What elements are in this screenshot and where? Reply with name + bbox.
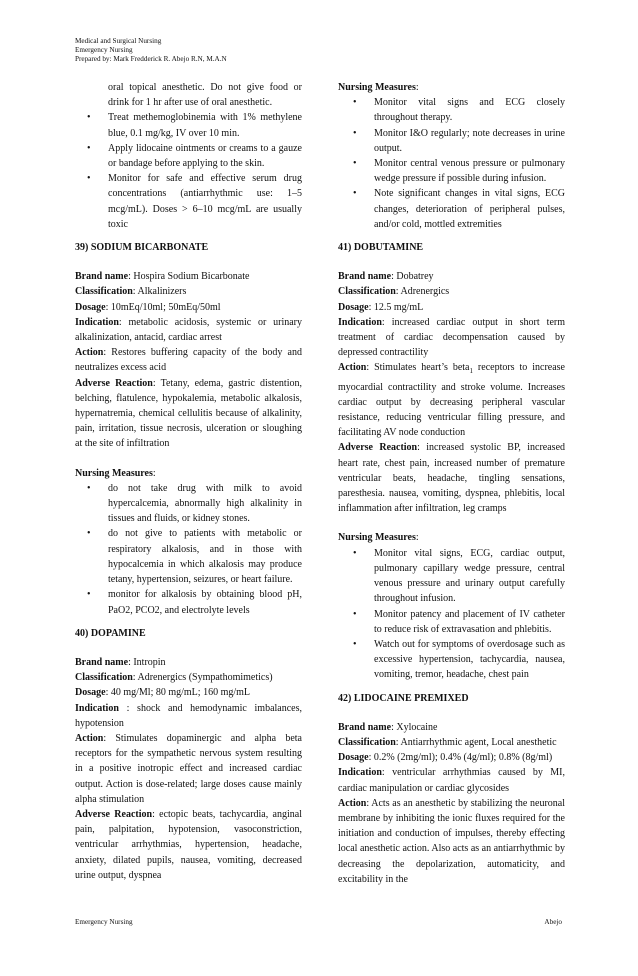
action-field: Action: Restores buffering capacity of the body and neutralizes excess acid	[75, 347, 302, 374]
list-item: • Watch out for symptoms of overdosage such as excessive hypertension, tachycardia, nausea, vomiting, tremor, headache, chest pain	[374, 637, 565, 683]
brand-name-field: Brand name: Xylocaine	[338, 721, 438, 733]
dobutamine-details	[338, 269, 565, 516]
sodium-bicarbonate-details	[75, 269, 302, 451]
list-item: • monitor for alkalosis by obtaining blood pH, PaO2, PCO2, and electrolyte levels	[108, 587, 302, 617]
classification-field: Classification: Adrenergics	[338, 286, 450, 298]
section-title-sodium-bicarbonate: 39) SODIUM BICARBONATE	[75, 242, 209, 254]
nursing-measures-heading: Nursing Measures:	[75, 467, 156, 479]
nursing-measures-heading: Nursing Measures:	[338, 82, 419, 93]
dosage-field: Dosage: 10mEq/10ml; 50mEq/50ml	[75, 301, 221, 313]
sodium-nursing-list	[75, 481, 302, 618]
list-item: • Monitor patency and placement of IV catheter to reduce risk of extravasation and phlebitis.	[374, 607, 565, 637]
action-field: Action: Stimulates dopaminergic and alpha beta receptors for the sympathetic nervous system resulting in a positive inotropic effect and increased cardiac output. Action is dose-related; large doses cause mainly alpha stimulation	[75, 732, 302, 805]
brand-name-field: Brand name: Dobatrey	[338, 271, 434, 283]
header-topic: Emergency Nursing	[75, 46, 133, 55]
list-item: • Apply lidocaine ointments or creams to a gauze or bandage before applying to the skin.	[108, 141, 302, 171]
section-title-dobutamine: 41) DOBUTAMINE	[338, 242, 424, 254]
footer-right: Abejo	[544, 918, 562, 926]
left-column	[75, 80, 302, 883]
adverse-reaction-field: Adverse Reaction: ectopic beats, tachycardia, anginal pain, palpitation, hypotension, vasoconstriction, ventricular arrhythmias, hypertension, headache, anxiety, dilated pupils, nausea, vomiting, decreased urine output, dyspnea	[75, 808, 302, 881]
dobutamine-nursing-list	[338, 546, 565, 683]
list-item: • Monitor vital signs, ECG, cardiac output, pulmonary capillary wedge pressure, central venous pressure and urinary output carefully throughout infusion.	[374, 546, 565, 607]
adverse-reaction-field: Adverse Reaction: Tetany, edema, gastric distention, belching, flatulence, hypokalemia, metabolic alkalosis, hypernatremia, chemical cellulitis because of alkalinity, pain, irritation, tissue necrosis, ulceration or sloughing at the site of infiltration	[75, 377, 302, 450]
brand-name-field: Brand name: Hospira Sodium Bicarbonate	[75, 271, 250, 283]
brand-name-field: Brand name: Intropin	[75, 656, 166, 668]
lidocaine-cont-text: oral topical anesthetic. Do not give food or drink for 1 hr after use of oral anesthetic.	[108, 82, 302, 109]
classification-field: Classification: Antiarrhythmic agent, Local anesthetic	[338, 736, 557, 748]
indication-field: Indication : shock and hemodynamic imbalances, hypotension	[75, 702, 302, 729]
dosage-field: Dosage: 0.2% (2mg/ml); 0.4% (4g/ml); 0.8% (8g/ml)	[338, 752, 553, 764]
indication-field: Indication: metabolic acidosis, systemic or urinary alkalinization, antacid, cardiac arrest	[75, 316, 302, 344]
adverse-reaction-field: Adverse Reaction: increased systolic BP, increased heart rate, chest pain, increased number of premature ventricular beats, headache, tingling sensations, paresthesia. nausea, vomiting, dyspnea, phlebitis, local inflammation after infiltration, leg cramps	[338, 442, 566, 515]
list-item: • Monitor vital signs and ECG closely throughout therapy.	[374, 95, 565, 125]
header-course: Medical and Surgical Nursing	[75, 37, 162, 45]
header-author: Prepared by: Mark Fredderick R. Abejo R.N, M.A.N	[75, 55, 227, 64]
indication-field: Indication: increased cardiac output in short term treatment of cardiac decompensation caused by depressed contractility	[338, 316, 565, 359]
dosage-field: Dosage: 12.5 mg/mL	[338, 301, 424, 313]
lidocaine-continuation	[75, 80, 302, 232]
list-item: • Monitor for safe and effective serum drug concentrations (antiarrhythmic use: 1–5 mcg/mL). Doses > 6–10 mcg/mL are usually toxic	[108, 171, 302, 232]
dopamine-nursing-list	[338, 95, 565, 232]
section-title-lidocaine-premixed: 42) LIDOCAINE PREMIXED	[338, 692, 469, 704]
classification-field: Classification: Alkalinizers	[75, 286, 187, 298]
right-column	[338, 80, 565, 887]
lidocaine-cont-bullets	[75, 110, 302, 232]
list-item: • Note significant changes in vital signs, ECG changes, deterioration of peripheral pulses, and/or cold, mottled extremities	[374, 186, 565, 232]
nursing-measures-heading: Nursing Measures:	[338, 532, 419, 544]
page-header	[75, 37, 227, 65]
list-item: • do not take drug with milk to avoid hypercalcemia, abnormally high alkalinity in tissues and fluids, or kidney stones.	[108, 481, 302, 527]
list-item: • Monitor I&O regularly; note decreases in urine output.	[374, 126, 565, 156]
dosage-field: Dosage: 40 mg/Ml; 80 mg/mL; 160 mg/mL	[75, 687, 251, 699]
classification-field: Classification: Adrenergics (Sympathomimetics)	[75, 672, 273, 684]
indication-field: Indication: ventricular arrhythmias caused by MI, cardiac manipulation or cardiac glycosides	[338, 767, 565, 794]
list-item: • Monitor central venous pressure or pulmonary wedge pressure if possible during infusion.	[374, 156, 565, 186]
dopamine-details	[75, 655, 302, 883]
section-title-dopamine: 40) DOPAMINE	[75, 627, 146, 639]
list-item: • Treat methemoglobinemia with 1% methylene blue, 0.1 mg/kg, IV over 10 min.	[108, 110, 302, 140]
footer-left: Emergency Nursing	[75, 918, 133, 926]
lidocaine-details	[338, 720, 565, 887]
action-field: Action: Acts as an anesthetic by stabilizing the neuronal membrane by inhibiting the ionic fluxes required for the initiation and conduction of impulses, thereby effecting local anesthetic action. Also acts as an antiarrhythmic by decreasing the depolarization, automaticity, and excitability in the	[338, 797, 565, 885]
list-item: • do not give to patients with metabolic or respiratory alkalosis, and in those with hypocalcemia in which alkalosis may produce tetany, hypertension, seizures, or heart failure.	[108, 526, 302, 587]
action-field: Action: Stimulates heart’s beta$_1$ receptors to increase myocardial contractility and stroke volume. Increases cardiac output by decreasing peripheral vascular resistance, reducing ventricular filling pressure, and facilitating AV node conduction	[338, 362, 565, 439]
